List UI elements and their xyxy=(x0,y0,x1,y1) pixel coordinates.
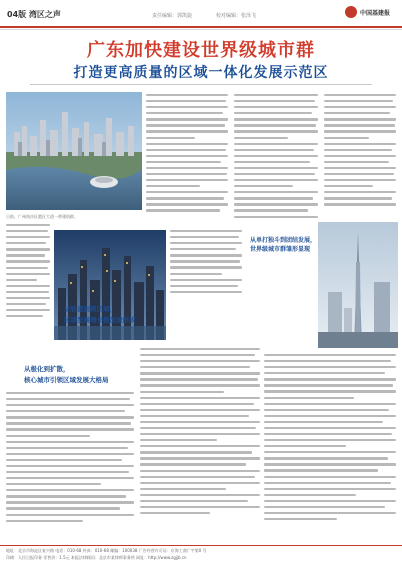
body-text-col-1a xyxy=(6,224,50,321)
city-aerial-photo xyxy=(6,92,142,210)
editor-credit: 责任编辑：郭凯旋 xyxy=(152,13,193,19)
body-text-col-2b xyxy=(170,230,242,297)
section-head-right xyxy=(250,236,318,254)
header-rule-thin xyxy=(0,29,402,30)
footer-line-1: 地址：北京市海淀区复兴路 电话：010-68 传真：010-68 邮编：100038 广告经营许可证：京海工商广字第0 号 xyxy=(6,548,207,553)
section-head-left-line2: 核心城市引领区域发展大格局 xyxy=(24,376,109,384)
photo-caption: 日前，广州南沙区港区大道一带建筑群。 xyxy=(6,214,78,219)
body-text-col-2a xyxy=(146,94,228,216)
body-text-col-2c xyxy=(140,348,260,518)
page-section-label: 04版 湾区之声 xyxy=(7,10,61,19)
newspaper-logo-icon xyxy=(345,6,357,18)
body-text-col-3a xyxy=(234,94,318,222)
body-text-col-4b xyxy=(264,354,396,524)
section-head-middle-line2: 区域发展增长极加速形成 xyxy=(64,316,136,324)
section-head-middle xyxy=(64,304,184,326)
section-head-middle-line1: 从轨道到跨区域， xyxy=(64,305,116,313)
proof-credit: 校对编辑：张泽飞 xyxy=(216,13,257,19)
newspaper-brand: 中国基建报 xyxy=(360,10,391,17)
section-head-right-line2: 世界级城市群雏形显现 xyxy=(250,246,311,253)
section-head-left-line1: 从极化到扩散， xyxy=(24,365,70,373)
header-rule xyxy=(0,26,402,28)
headline-sub: 打造更高质量的区域一体化发展示范区 xyxy=(73,65,329,81)
headline-main: 广东加快建设世界级城市群 xyxy=(87,40,315,61)
section-head-right-line1: 从单打独斗到团结发展， xyxy=(250,237,317,244)
footer-line-2: 印刷：人民日报印务 零售价：1.5元 本报法律顾问：北京市某律师事务所 网址：http://www.zgjjb.cn xyxy=(6,555,187,560)
tower-photo xyxy=(318,222,398,348)
headline-divider xyxy=(30,84,372,85)
footer-rule xyxy=(0,545,402,546)
body-text-col-4a xyxy=(324,94,396,209)
body-text-col-1b xyxy=(6,392,134,526)
section-head-left xyxy=(24,364,144,386)
